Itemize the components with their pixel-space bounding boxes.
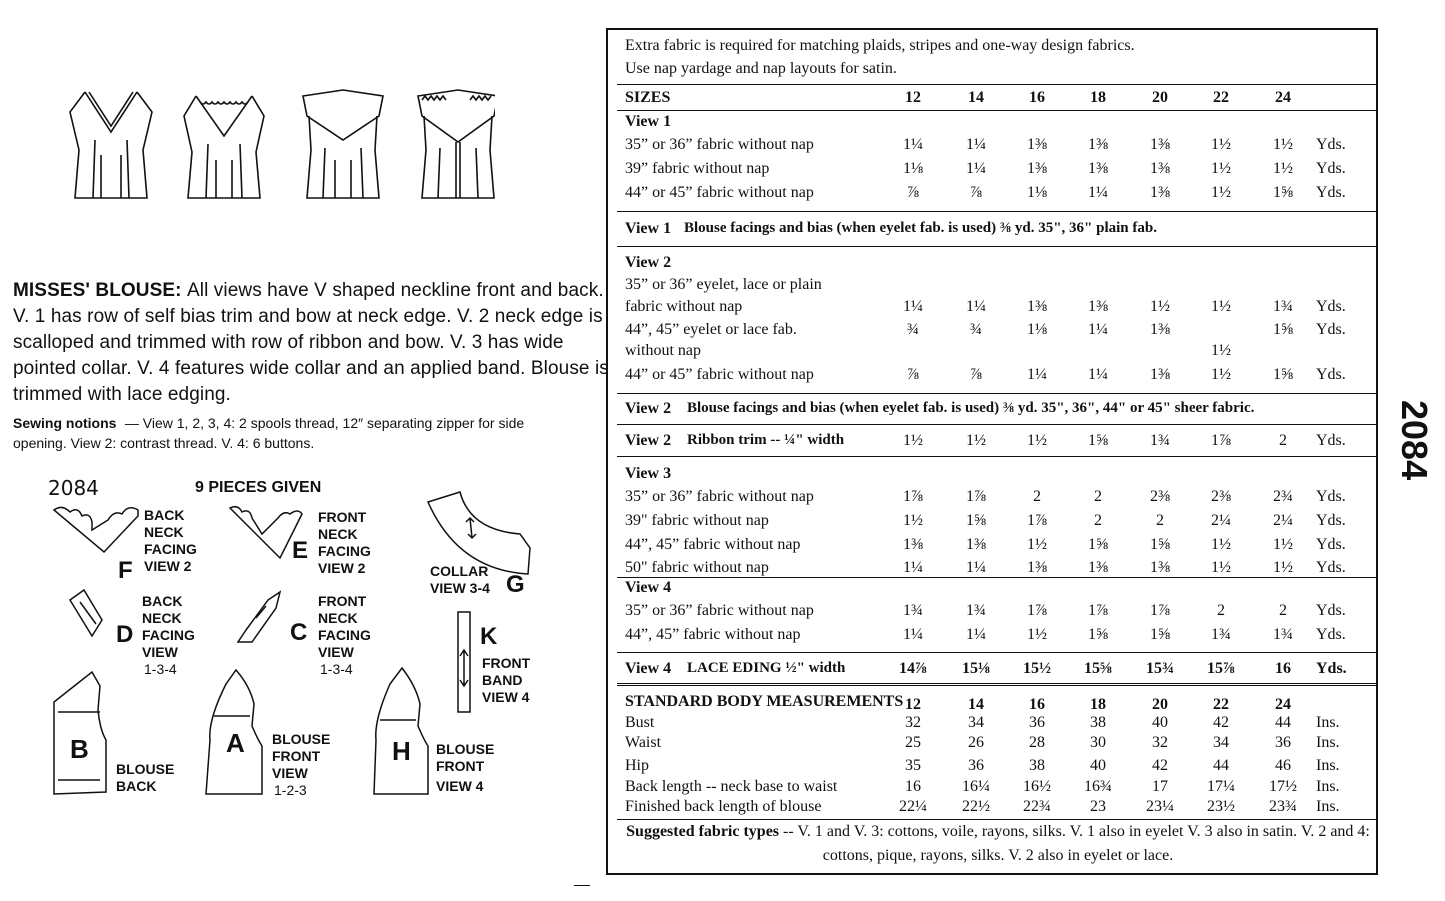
- view2-row3-value: ⅞: [907, 366, 919, 383]
- view3-row1-value: 1½: [903, 512, 923, 529]
- blouse-view-2-sketch: [184, 96, 264, 198]
- body-size-header: 24: [1275, 696, 1291, 713]
- blouse-views-illustration: [55, 70, 495, 220]
- body-row-label: Finished back length of blouse: [625, 798, 822, 815]
- view2-row3-value: 1¼: [1027, 366, 1047, 383]
- rule-6: [617, 424, 1378, 425]
- body-row4-value: 22¾: [1023, 798, 1051, 815]
- notions-text: — View 1, 2, 3, 4: 2 spools thread, 12″ separating zipper for side opening. View 2: contrast thread. V. 4: 6 buttons.: [13, 415, 525, 451]
- size-header: 18: [1090, 89, 1106, 106]
- body-row0-value: 38: [1090, 714, 1106, 731]
- side-pattern-number: 2084: [1394, 400, 1435, 481]
- view2-row1-value: 1⅜: [1088, 298, 1108, 315]
- piece-g-label: COLLAR VIEW 3-4: [430, 563, 490, 596]
- piece-h-label: BLOUSE FRONT VIEW 4: [436, 741, 495, 794]
- view2-facings-view: View 2: [625, 400, 672, 417]
- body-row3-value: 17: [1152, 778, 1168, 795]
- size-header: 24: [1275, 89, 1291, 106]
- view1-row0-value: 1⅜: [1150, 136, 1170, 153]
- view4-row0-value: 1⅞: [1150, 602, 1170, 619]
- body-row4-value: 23¾: [1269, 798, 1297, 815]
- notions-label: Sewing notions: [13, 415, 117, 431]
- pattern-number: 2084: [48, 476, 99, 500]
- blouse-view-4-sketch: [418, 90, 495, 198]
- rule-8: [617, 577, 1378, 578]
- body-row2-value: 35: [905, 757, 921, 774]
- view4-lace-view: View 4: [625, 660, 672, 677]
- body-row1-value: 32: [1152, 734, 1168, 751]
- body-size-header: 22: [1213, 696, 1229, 713]
- view2-row1-label-2: fabric without nap: [625, 298, 743, 315]
- view1-row1-value: 1⅜: [1088, 160, 1108, 177]
- view4-row1-value: 1⅝: [1088, 626, 1108, 643]
- view1-row1-value: 1⅜: [1027, 160, 1047, 177]
- left-bottom-rule: [574, 885, 590, 886]
- body-row-label: Hip: [625, 757, 649, 774]
- view4-row1-unit: Yds.: [1316, 626, 1346, 643]
- body-row3-value: 16¾: [1084, 778, 1112, 795]
- view3-title: View 3: [625, 465, 672, 482]
- view3-row1-value: 2¼: [1211, 512, 1231, 529]
- view1-row1-unit: Yds.: [1316, 160, 1346, 177]
- view2-facings-text: Blouse facings and bias (when eyelet fab. is used) ⅜ yd. 35", 36", 44" or 45" sheer fabric.: [687, 400, 1255, 416]
- view3-row0-value: 2⅜: [1211, 488, 1231, 505]
- body-row3-value: 16½: [1023, 778, 1051, 795]
- blouse-description: [13, 278, 613, 408]
- lace-value: 15⅝: [1084, 660, 1112, 677]
- view1-row2-value: 1⅜: [1150, 184, 1170, 201]
- size-header: 14: [968, 89, 984, 106]
- view3-row3-value: 1¼: [966, 559, 986, 576]
- body-row0-value: 34: [968, 714, 984, 731]
- view2-title: View 2: [625, 254, 672, 271]
- view2-row1-unit: Yds.: [1316, 298, 1346, 315]
- size-header: 22: [1213, 89, 1229, 106]
- view1-row1-value: 1⅛: [903, 160, 923, 177]
- view3-row2-unit: Yds.: [1316, 536, 1346, 553]
- view3-row3-unit: Yds.: [1316, 559, 1346, 576]
- view3-row1-value: 2: [1094, 512, 1102, 529]
- view1-row0-value: 1⅜: [1027, 136, 1047, 153]
- pattern-pieces-diagram: [40, 490, 560, 810]
- view1-row0-unit: Yds.: [1316, 136, 1346, 153]
- view2-row3-unit: Yds.: [1316, 366, 1346, 383]
- ribbon-value: 1½: [903, 432, 923, 449]
- view3-row2-value: 1½: [1211, 536, 1231, 553]
- piece-a-label: BLOUSE FRONT VIEW 1-2-3: [272, 731, 331, 798]
- view1-row2-unit: Yds.: [1316, 184, 1346, 201]
- body-size-header: 12: [905, 696, 921, 713]
- lace-value: 14⅞: [899, 660, 927, 677]
- view2-row2-value: ¾: [907, 321, 919, 338]
- view3-row3-value: 1¼: [903, 559, 923, 576]
- ribbon-value: 1½: [966, 432, 986, 449]
- rule-2: [617, 110, 1378, 111]
- body-size-header: 18: [1090, 696, 1106, 713]
- size-header: 16: [1029, 89, 1045, 106]
- body-row0-value: 40: [1152, 714, 1168, 731]
- rule-5: [617, 393, 1378, 394]
- view2-row2-label-2: without nap: [625, 342, 701, 359]
- rule-10: [617, 683, 1378, 686]
- view3-row2-value: 1⅝: [1088, 536, 1108, 553]
- lace-value: 15⅞: [1207, 660, 1235, 677]
- piece-g-shape: [428, 492, 530, 574]
- body-row3-value: 17¼: [1207, 778, 1235, 795]
- body-row4-value: 23½: [1207, 798, 1235, 815]
- piece-f-shape: [54, 507, 138, 552]
- view2-ribbon-view: View 2: [625, 432, 672, 449]
- view1-row-label: 35” or 36” fabric without nap: [625, 136, 814, 153]
- rule-7: [617, 456, 1378, 457]
- body-row0-value: 36: [1029, 714, 1045, 731]
- view2-row2-value: ¾: [970, 321, 982, 338]
- piece-letter-a: A: [226, 728, 245, 758]
- view2-row2-value: 1⅝: [1273, 321, 1293, 338]
- view3-row0-value: 2¾: [1273, 488, 1293, 505]
- view4-row0-value: 2: [1279, 602, 1287, 619]
- view1-row0-value: 1½: [1273, 136, 1293, 153]
- view3-row-label: 35” or 36” fabric without nap: [625, 488, 814, 505]
- piece-letter-g: G: [506, 571, 525, 598]
- piece-d-label: BACK NECK FACING VIEW 1-3-4: [142, 593, 195, 677]
- ribbon-value: 2: [1279, 432, 1287, 449]
- piece-letter-h: H: [392, 736, 411, 766]
- description-label: MISSES' BLOUSE:: [13, 280, 182, 301]
- view3-row3-value: 1⅜: [1088, 559, 1108, 576]
- description-text: All views have V shaped neckline front and back. V. 1 has row of self bias trim and bow at neck edge. V. 2 neck edge is scalloped and trimmed with row of ribbon and bow. V. 3 has wide pointed collar. V. 4 features wide collar and an applied band. Blouse is trimmed with lace edging.: [13, 280, 609, 405]
- view2-row2-extra: 1½: [1211, 342, 1231, 359]
- view4-row0-value: 2: [1217, 602, 1225, 619]
- view3-row1-value: 1⅝: [966, 512, 986, 529]
- view3-row-label: 39" fabric without nap: [625, 512, 769, 529]
- view3-row-label: 44”, 45” fabric without nap: [625, 536, 801, 553]
- view2-row1-value: 1¼: [966, 298, 986, 315]
- lace-value: 15⅛: [962, 660, 990, 677]
- ribbon-value: 1¾: [1150, 432, 1170, 449]
- rule-9: [617, 652, 1378, 653]
- piece-e-label: FRONT NECK FACING VIEW 2: [318, 509, 371, 576]
- piece-c-shape: [238, 592, 280, 642]
- view4-title: View 4: [625, 579, 672, 596]
- rule-4: [617, 246, 1378, 247]
- body-row0-value: 32: [905, 714, 921, 731]
- body-row3-value: 17½: [1269, 778, 1297, 795]
- view4-row-label: 35” or 36” fabric without nap: [625, 602, 814, 619]
- size-header: 12: [905, 89, 921, 106]
- view4-row0-value: 1⅞: [1088, 602, 1108, 619]
- chart-intro-2: Use nap yardage and nap layouts for satin.: [625, 60, 897, 77]
- body-row0-value: 42: [1213, 714, 1229, 731]
- view3-row1-value: 2: [1156, 512, 1164, 529]
- view4-row0-unit: Yds.: [1316, 602, 1346, 619]
- body-row1-value: 26: [968, 734, 984, 751]
- body-row2-value: 38: [1029, 757, 1045, 774]
- ribbon-value: 1⅞: [1211, 432, 1231, 449]
- view2-row2-value: 1⅛: [1027, 321, 1047, 338]
- body-row4-value: 22½: [962, 798, 990, 815]
- lace-value: 15¾: [1146, 660, 1174, 677]
- body-row3-value: 16: [905, 778, 921, 795]
- suggested-fabrics: [618, 820, 1378, 868]
- body-row3-unit: Ins.: [1316, 778, 1340, 795]
- view4-row0-value: 1¾: [903, 602, 923, 619]
- view2-row1-value: 1¼: [903, 298, 923, 315]
- view3-row3-value: 1⅜: [1027, 559, 1047, 576]
- body-row4-value: 23: [1090, 798, 1106, 815]
- body-row4-unit: Ins.: [1316, 798, 1340, 815]
- view1-row1-value: 1½: [1273, 160, 1293, 177]
- view3-row0-value: 2: [1094, 488, 1102, 505]
- rule-3: [617, 211, 1378, 212]
- view1-row2-value: ⅞: [970, 184, 982, 201]
- suggested-text: -- V. 1 and V. 3: cottons, voile, rayons, silks. V. 1 also in eyelet V. 3 also in satin. V. 2 and 4: cottons, pique, rayons, silks. V. 2 also in eyelet or lace.: [783, 823, 1370, 864]
- chart-intro-1: Extra fabric is required for matching plaids, stripes and one-way design fabrics.: [625, 37, 1135, 54]
- view3-row1-value: 1⅞: [1027, 512, 1047, 529]
- sewing-notions: [13, 414, 573, 454]
- body-row1-value: 30: [1090, 734, 1106, 751]
- body-row1-value: 25: [905, 734, 921, 751]
- view1-row0-value: 1¼: [966, 136, 986, 153]
- piece-d-shape: [70, 590, 102, 636]
- view2-row2-label-1: 44”, 45” eyelet or lace fab.: [625, 321, 797, 338]
- body-row3-value: 16¼: [962, 778, 990, 795]
- piece-h-shape: [374, 668, 428, 794]
- view4-lace-label: LACE EDING ½" width: [687, 660, 846, 676]
- body-row-label: Back length -- neck base to waist: [625, 778, 838, 795]
- view1-row-label: 39” fabric without nap: [625, 160, 770, 177]
- view2-ribbon-label: Ribbon trim -- ¼" width: [687, 432, 845, 448]
- view3-row2-value: 1⅜: [903, 536, 923, 553]
- body-row1-value: 28: [1029, 734, 1045, 751]
- view2-row3-value: ⅞: [970, 366, 982, 383]
- piece-b-label: BLOUSE BACK: [116, 761, 175, 794]
- view1-row1-value: 1¼: [966, 160, 986, 177]
- view1-row2-value: 1½: [1211, 184, 1231, 201]
- view3-row2-value: 1⅝: [1150, 536, 1170, 553]
- body-row2-value: 46: [1275, 757, 1291, 774]
- view3-row3-value: 1½: [1211, 559, 1231, 576]
- view4-row1-value: 1¾: [1273, 626, 1293, 643]
- body-row2-value: 40: [1090, 757, 1106, 774]
- body-size-header: 16: [1029, 696, 1045, 713]
- view3-row0-unit: Yds.: [1316, 488, 1346, 505]
- piece-letter-c: C: [290, 619, 308, 646]
- view2-row1-value: 1½: [1211, 298, 1231, 315]
- view4-row1-value: 1⅝: [1150, 626, 1170, 643]
- body-row4-value: 23¼: [1146, 798, 1174, 815]
- view2-row3-value: 1¼: [1088, 366, 1108, 383]
- body-row4-value: 22¼: [899, 798, 927, 815]
- view4-row-label: 44”, 45” fabric without nap: [625, 626, 801, 643]
- view3-row2-value: 1⅜: [966, 536, 986, 553]
- view3-row0-value: 2: [1033, 488, 1041, 505]
- ribbon-unit: Yds.: [1316, 432, 1346, 449]
- view2-row1-value: 1½: [1150, 298, 1170, 315]
- body-row-label: Bust: [625, 714, 655, 731]
- view1-row2-value: 1⅛: [1027, 184, 1047, 201]
- view1-row0-value: 1⅜: [1088, 136, 1108, 153]
- view3-row0-value: 1⅞: [903, 488, 923, 505]
- body-row0-value: 44: [1275, 714, 1291, 731]
- sizes-label: SIZES: [625, 89, 671, 106]
- view1-title: View 1: [625, 113, 672, 130]
- view4-row0-value: 1⅞: [1027, 602, 1047, 619]
- blouse-view-1-sketch: [70, 92, 152, 198]
- view3-row0-value: 1⅞: [966, 488, 986, 505]
- view2-row3-value: 1⅝: [1273, 366, 1293, 383]
- view1-row1-value: 1⅜: [1150, 160, 1170, 177]
- view2-row3-label: 44” or 45” fabric without nap: [625, 366, 814, 383]
- view4-row1-value: 1¼: [903, 626, 923, 643]
- ribbon-value: 1⅝: [1088, 432, 1108, 449]
- view3-row3-value: 1½: [1273, 559, 1293, 576]
- view3-row2-value: 1½: [1027, 536, 1047, 553]
- view2-row2-value: 1⅜: [1150, 321, 1170, 338]
- piece-b-shape: [54, 672, 106, 794]
- view1-facings-view: View 1: [625, 220, 672, 237]
- size-header: 20: [1152, 89, 1168, 106]
- view2-row1-value: 1¾: [1273, 298, 1293, 315]
- pieces-given: 9 PIECES GIVEN: [195, 479, 322, 496]
- view4-row1-value: 1¾: [1211, 626, 1231, 643]
- view2-row3-value: 1⅜: [1150, 366, 1170, 383]
- piece-k-label: FRONT BAND VIEW 4: [482, 655, 531, 705]
- view2-row1-label-1: 35” or 36” eyelet, lace or plain: [625, 276, 822, 293]
- lace-value: 16: [1275, 660, 1291, 677]
- view1-row2-value: 1¼: [1088, 184, 1108, 201]
- view4-row0-value: 1¾: [966, 602, 986, 619]
- piece-f-label: BACK NECK FACING VIEW 2: [144, 507, 197, 574]
- view2-row1-value: 1⅜: [1027, 298, 1047, 315]
- rule-1: [617, 84, 1378, 85]
- lace-unit: Yds.: [1316, 660, 1347, 677]
- lace-value: 15½: [1023, 660, 1051, 677]
- piece-letter-k: K: [480, 623, 498, 650]
- view4-row1-value: 1½: [1027, 626, 1047, 643]
- suggested-label: Suggested fabric types: [626, 823, 780, 840]
- view3-row1-unit: Yds.: [1316, 512, 1346, 529]
- view3-row-label: 50" fabric without nap: [625, 559, 769, 576]
- view1-row0-value: 1¼: [903, 136, 923, 153]
- view3-row3-value: 1⅜: [1150, 559, 1170, 576]
- view2-row2-value: 1¼: [1088, 321, 1108, 338]
- view1-row1-value: 1½: [1211, 160, 1231, 177]
- view2-row2-unit: Yds.: [1316, 321, 1346, 338]
- body-row1-value: 34: [1213, 734, 1229, 751]
- view2-row3-value: 1½: [1211, 366, 1231, 383]
- piece-letter-b: B: [70, 734, 89, 764]
- body-row2-value: 42: [1152, 757, 1168, 774]
- view3-row1-value: 2¼: [1273, 512, 1293, 529]
- body-row0-unit: Ins.: [1316, 714, 1340, 731]
- body-measurements-title: STANDARD BODY MEASUREMENTS: [625, 693, 904, 710]
- piece-letter-d: D: [116, 621, 134, 648]
- piece-letter-e: E: [292, 537, 309, 564]
- body-size-header: 14: [968, 696, 984, 713]
- ribbon-value: 1½: [1027, 432, 1047, 449]
- body-row1-value: 36: [1275, 734, 1291, 751]
- view1-facings-text: Blouse facings and bias (when eyelet fab. is used) ⅜ yd. 35", 36" plain fab.: [684, 220, 1157, 236]
- body-row2-value: 36: [968, 757, 984, 774]
- blouse-view-3-sketch: [303, 90, 383, 198]
- view1-row2-value: ⅞: [907, 184, 919, 201]
- body-row2-unit: Ins.: [1316, 757, 1340, 774]
- view1-row2-value: 1⅝: [1273, 184, 1293, 201]
- body-row-label: Waist: [625, 734, 662, 751]
- piece-letter-f: F: [118, 557, 133, 584]
- body-row2-value: 44: [1213, 757, 1229, 774]
- body-row1-unit: Ins.: [1316, 734, 1340, 751]
- view1-row-label: 44” or 45” fabric without nap: [625, 184, 814, 201]
- view4-row1-value: 1¼: [966, 626, 986, 643]
- body-size-header: 20: [1152, 696, 1168, 713]
- view3-row2-value: 1½: [1273, 536, 1293, 553]
- view3-row0-value: 2⅜: [1150, 488, 1170, 505]
- view1-row0-value: 1½: [1211, 136, 1231, 153]
- piece-c-label: FRONT NECK FACING VIEW 1-3-4: [318, 593, 371, 677]
